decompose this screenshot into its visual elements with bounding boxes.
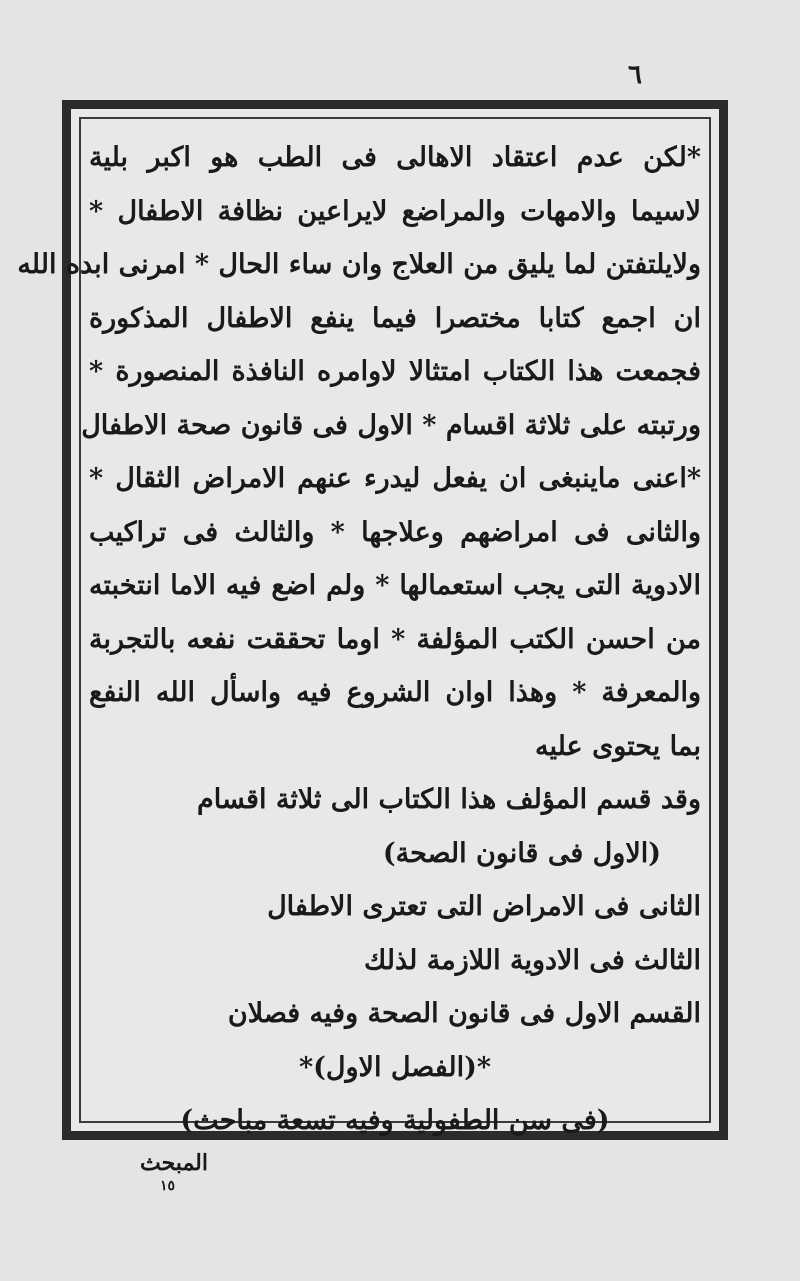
part-one-title: (الاول فى قانون الصحة) (382, 837, 661, 869)
part-three-title: الثالث فى الادوية اللازمة لذلك (364, 944, 701, 976)
page-number: ٦ (628, 60, 642, 90)
text-line: والمعرفة * وهذا اوان الشروع فيه واسأل الله النفع (89, 677, 701, 708)
catchword: المبحث (140, 1150, 208, 1176)
section-division-line: وقد قسم المؤلف هذا الكتاب الى ثلاثة اقسام (197, 784, 701, 815)
text-line: ان اجمع كتابا مختصرا فيما ينفع الاطفال المذكورة (89, 302, 701, 334)
text-line: *اعنى ماينبغى ان يفعل ليدرء عنهم الامراض الثقال * (89, 463, 701, 494)
text-line: من احسن الكتب المؤلفة * اوما تحققت نفعه بالتجربة (89, 623, 701, 655)
text-line: لاسيما والامهات والمراضع لايراعين نظافة الاطفال * (89, 195, 701, 227)
text-block (17, 131, 701, 1148)
chapter-heading: *(الفصل الاول)* (299, 1051, 491, 1083)
part-one-heading: القسم الاول فى قانون الصحة وفيه فصلان (227, 998, 701, 1029)
part-two-title: الثانى فى الامراض التى تعترى الاطفال (267, 891, 701, 922)
text-line: *لكن عدم اعتقاد الاهالى فى الطب هو اكبر بلية (89, 142, 701, 173)
text-line: فجمعت هذا الكتاب امتثالا لاوامره النافذة المنصورة * (89, 356, 701, 387)
chapter-subtitle: (فى سن الطفولية وفيه تسعة مباحث) (180, 1105, 610, 1136)
text-line: ورتبته على ثلاثة اقسام * الاول فى قانون صحة الاطفال (81, 409, 701, 441)
catchword-mark: ١٥ (160, 1178, 176, 1194)
text-line: والثانى فى امراضهم وعلاجها * والثالث فى تراكيب (89, 516, 701, 548)
text-line: ولايلتفتن لما يليق من العلاج وان ساء الحال * امرنى ابده الله (17, 249, 701, 280)
page-frame (17, 100, 728, 1140)
text-line: بما يحتوى عليه (535, 730, 701, 762)
text-line: الادوية التى يجب استعمالها * ولم اضع فيه الاما انتخبته (89, 570, 701, 601)
